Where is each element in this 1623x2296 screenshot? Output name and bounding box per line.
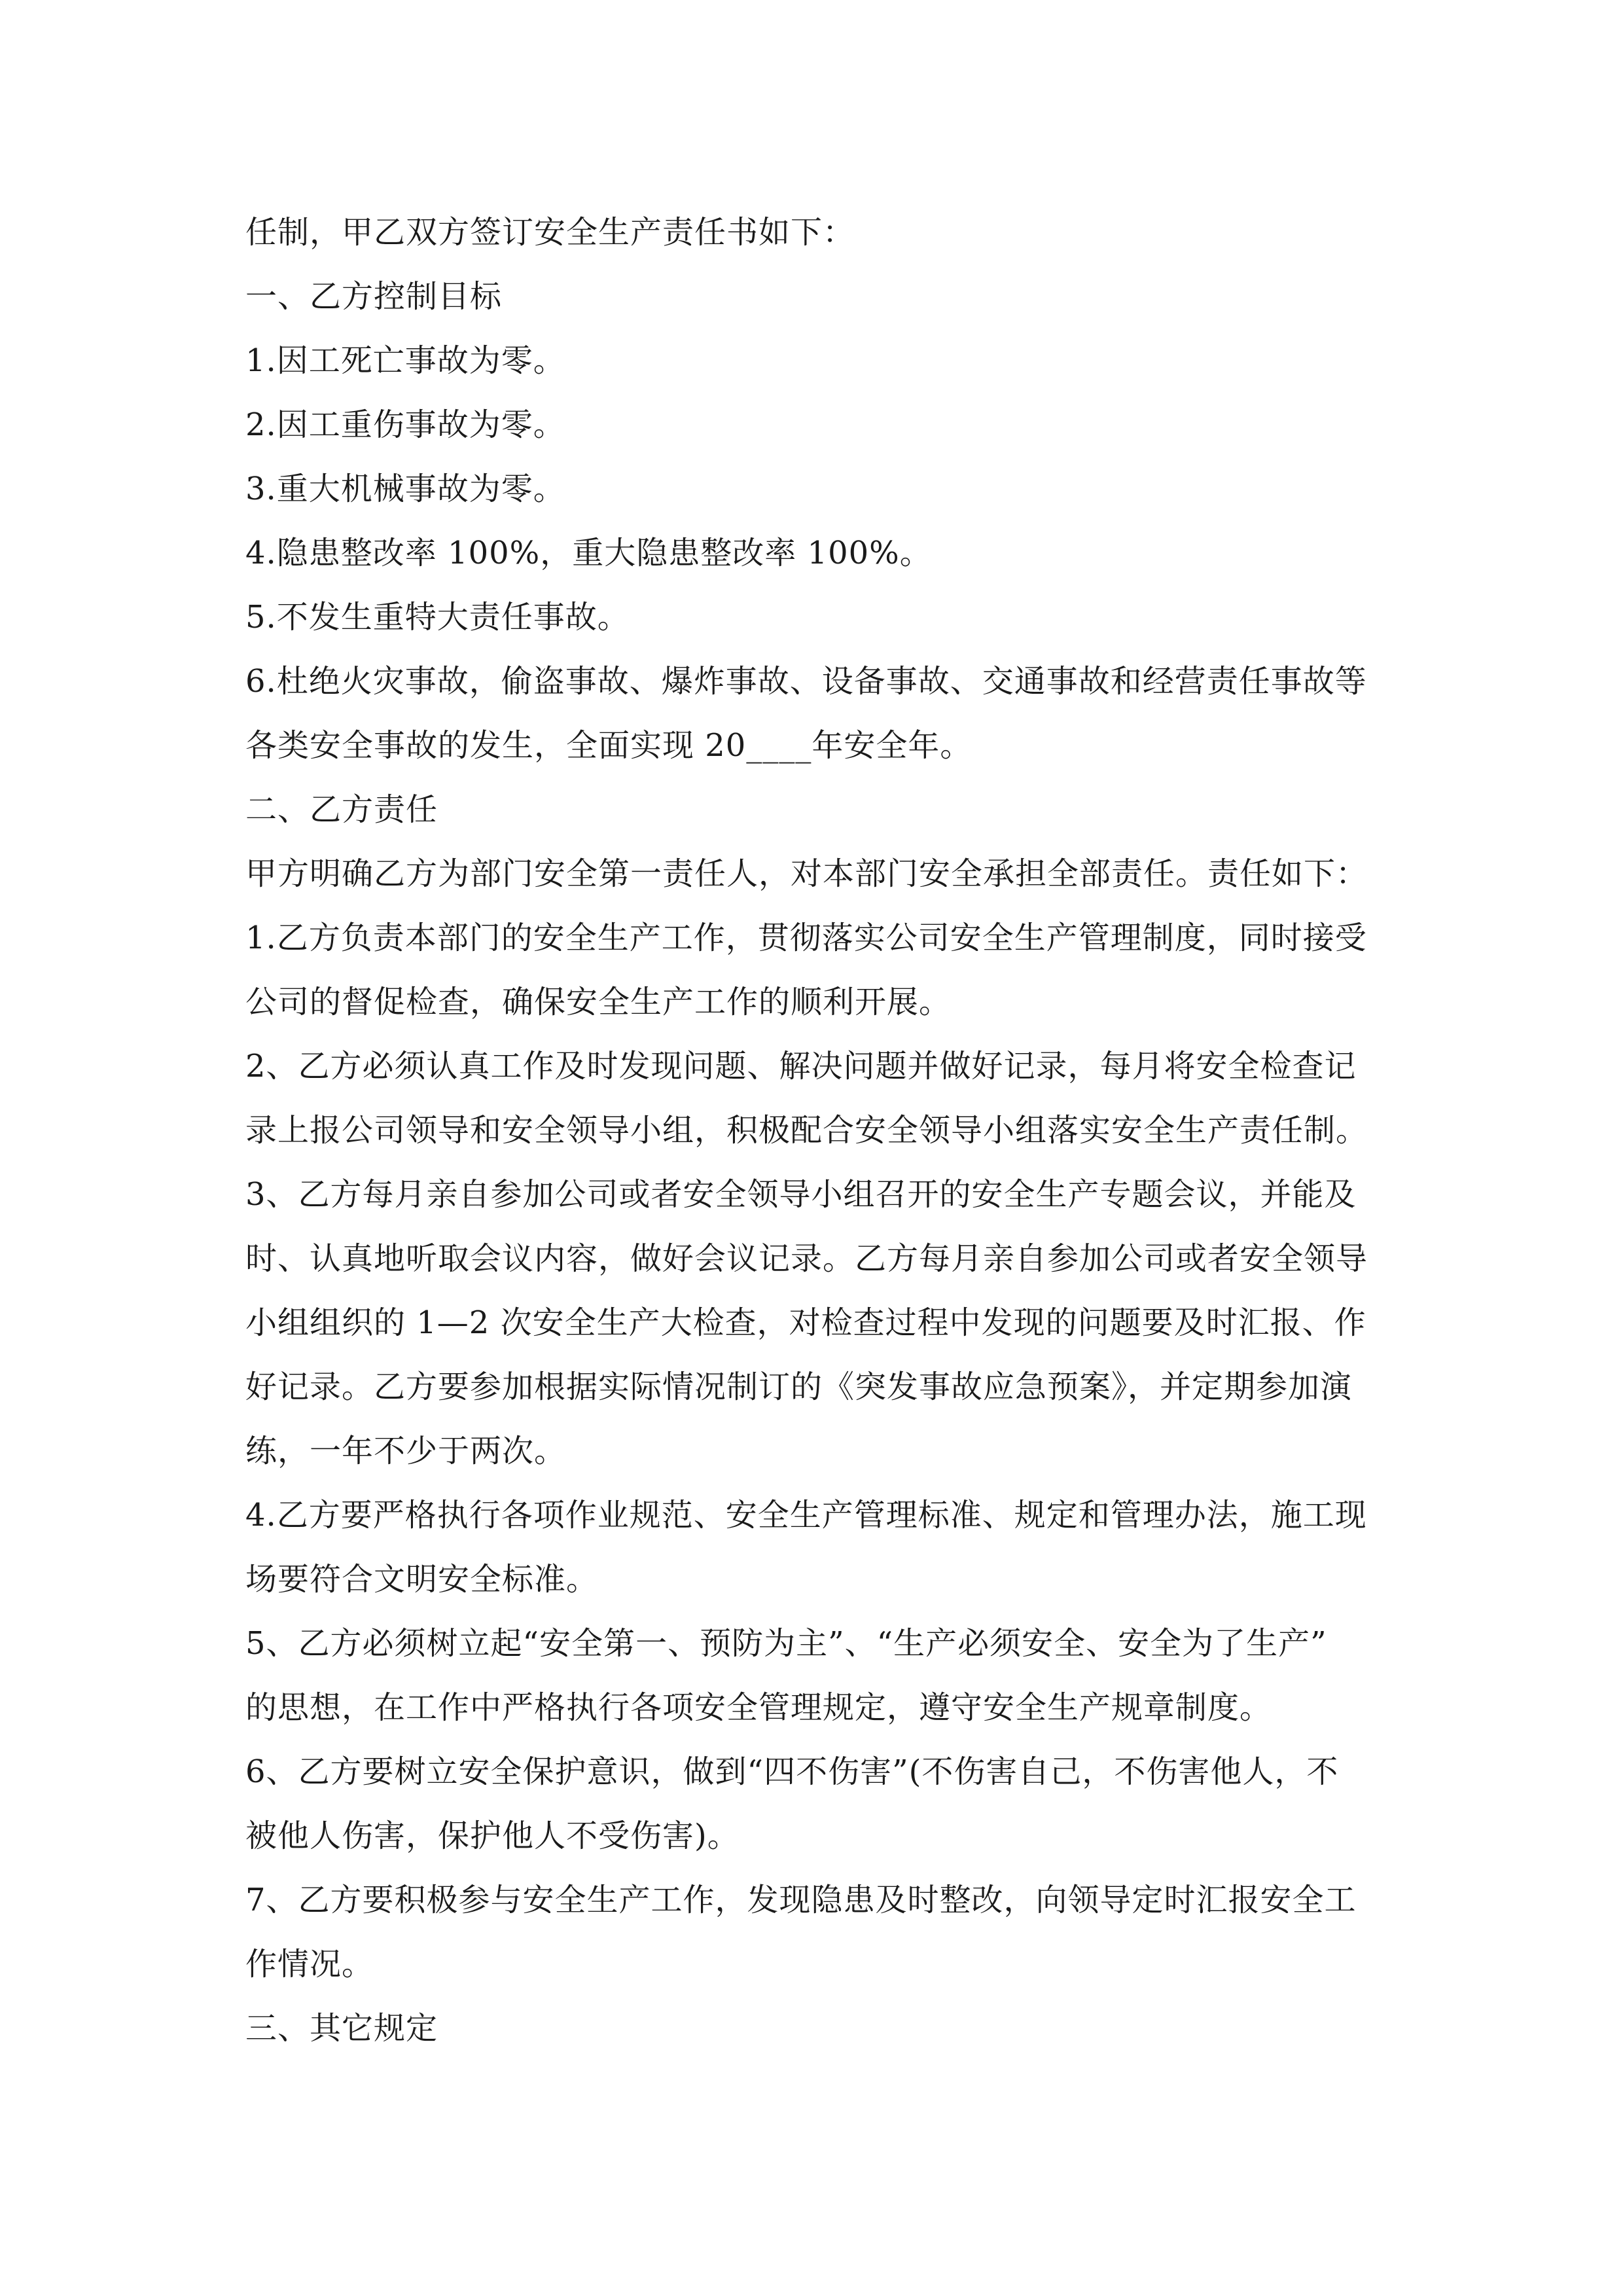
paragraph-line: 甲方明确乙方为部门安全第一责任人，对本部门安全承担全部责任。责任如下： [245, 855, 1368, 892]
list-item: 6.杜绝火灾事故，偷盗事故、爆炸事故、设备事故、交通事故和经营责任事故等 [245, 663, 1367, 700]
list-item: 7、乙方要积极参与安全生产工作，发现隐患及时整改，向领导定时汇报安全工 [245, 1882, 1357, 1918]
list-item: 5、乙方必须树立起“安全第一、预防为主”、“生产必须安全、安全为了生产” [245, 1625, 1327, 1662]
paragraph-line: 公司的督促检查，确保安全生产工作的顺利开展。 [245, 984, 952, 1020]
list-item: 6、乙方要树立安全保护意识，做到“四不伤害”(不伤害自己，不伤害他人，不 [245, 1753, 1339, 1790]
list-item: 3、乙方每月亲自参加公司或者安全领导小组召开的安全生产专题会议，并能及 [245, 1176, 1357, 1213]
list-item: 1.乙方负责本部门的安全生产工作，贯彻落实公司安全生产管理制度，同时接受 [245, 920, 1367, 956]
paragraph-line: 好记录。乙方要参加根据实际情况制订的《突发事故应急预案》，并定期参加演 [245, 1369, 1353, 1405]
section-heading: 一、乙方控制目标 [245, 278, 503, 315]
list-item: 3.重大机械事故为零。 [245, 471, 565, 507]
paragraph-line: 小组组织的 1—2 次安全生产大检查，对检查过程中发现的问题要及时汇报、作 [245, 1304, 1366, 1341]
section-heading: 二、乙方责任 [245, 791, 438, 828]
section-heading: 三、其它规定 [245, 2010, 438, 2047]
paragraph-line: 任制，甲乙双方签订安全生产责任书如下： [245, 214, 855, 251]
paragraph-line: 练，一年不少于两次。 [245, 1433, 567, 1469]
paragraph-line: 时、认真地听取会议内容，做好会议记录。乙方每月亲自参加公司或者安全领导 [245, 1240, 1368, 1277]
list-item: 1.因工死亡事故为零。 [245, 342, 565, 379]
list-item: 2、乙方必须认真工作及时发现问题、解决问题并做好记录，每月将安全检查记 [245, 1048, 1357, 1085]
paragraph-line: 录上报公司领导和安全领导小组，积极配合安全领导小组落实安全生产责任制。 [245, 1112, 1368, 1149]
list-item: 2.因工重伤事故为零。 [245, 406, 565, 443]
list-item: 4.乙方要严格执行各项作业规范、安全生产管理标准、规定和管理办法，施工现 [245, 1497, 1367, 1534]
paragraph-line: 各类安全事故的发生，全面实现 20____年安全年。 [245, 727, 972, 764]
paragraph-line: 作情况。 [245, 1946, 374, 1982]
document-body [245, 200, 1387, 2060]
list-item: 4.隐患整改率 100%，重大隐患整改率 100%。 [245, 535, 932, 571]
paragraph-line: 的思想，在工作中严格执行各项安全管理规定，遵守安全生产规章制度。 [245, 1689, 1272, 1726]
paragraph-line: 被他人伤害，保护他人不受伤害)。 [245, 1818, 740, 1854]
paragraph-line: 场要符合文明安全标准。 [245, 1561, 599, 1598]
list-item: 5.不发生重特大责任事故。 [245, 599, 630, 636]
